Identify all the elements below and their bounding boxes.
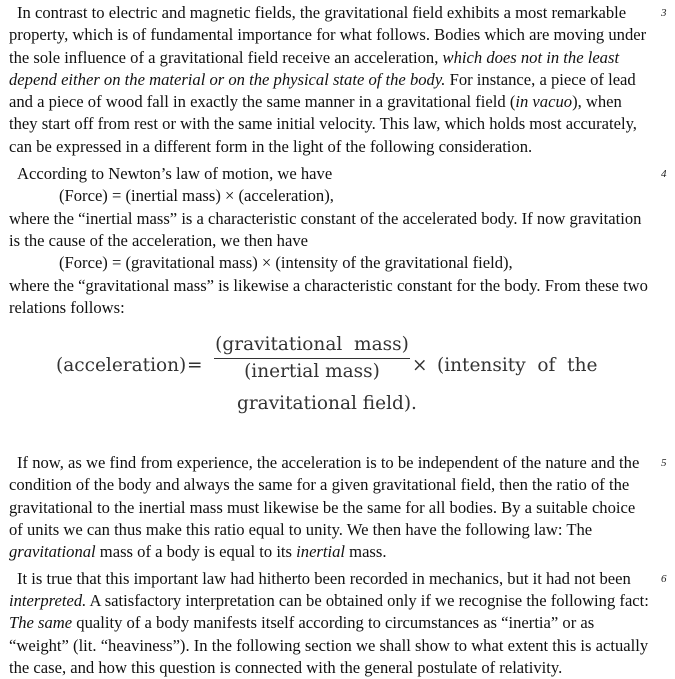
paragraph-number-6: 6 [661, 572, 667, 585]
document-page [9, 2, 667, 679]
formula-denominator: (inertial mass) [244, 361, 380, 383]
paragraph-3-text-middle: For instance, a piece of lead and a piece of wood fall in exactly the same manner in a gravitational field ( [9, 69, 636, 112]
equation-gravitation: (Force) = (gravitational mass) × (intensity of the gravitational field), [59, 253, 513, 273]
formula-times-sign: × [412, 355, 428, 377]
paragraph-6-emphasis-interpreted: interpreted. [9, 590, 87, 610]
paragraph-3-emphasis: which does not in the least depend either on the material or on the physical state of the body. [9, 47, 620, 89]
formula-fraction [214, 333, 410, 385]
paragraph-6-text-end: quality of a body manifests itself according to circumstances as “inertia” or as “weight” (lit. “heaviness”). In the following section we shall show to what extent this is actually the case, and how this question is connected with the general postulate of relativity. [9, 613, 649, 677]
paragraph-number-3: 3 [661, 7, 667, 19]
paragraph-6-text: It is true that this important law had hitherto been recorded in mechanics, but it had not been [17, 568, 631, 588]
paragraph-5-emphasis-gravitational: gravitational [9, 542, 96, 562]
paragraph-4-middle: where the “inertial mass” is a characteristic constant of the accelerated body. If now gravitation is the cause of the acceleration, we then have [9, 208, 642, 250]
paragraph-3-text-end: ), when they start off from rest or with the same initial velocity. This law, which holds most accurately, can be expressed in a different form in the light of the following consideration. [9, 92, 637, 156]
paragraph-number-4: 4 [661, 168, 667, 181]
formula-rhs-line-1: (intensity of the [437, 355, 598, 377]
paragraph-3 [9, 2, 667, 158]
paragraph-3-latin-phrase: in vacuo [515, 92, 573, 112]
paragraph-4-intro-text: According to Newton’s law of motion, we have [17, 164, 333, 184]
paragraph-5-text-end: mass. [345, 542, 387, 562]
paragraph-number-5: 5 [661, 457, 667, 470]
paragraph-5-text: If now, as we find from experience, the acceleration is to be independent of the nature and the condition of the body and always the same for a given gravitational field, then the ratio of the gravitational to the inertial mass must likewise be the same for all bodies. By a suitable choice of units we can thus make this ratio equal to unity. We then have the following law: The [9, 453, 640, 540]
paragraph-5-text-middle: mass of a body is equal to its [95, 542, 297, 562]
formula-rhs-line-2: gravitational field). [237, 393, 417, 415]
paragraph-6 [9, 568, 667, 679]
paragraph-4-intro [9, 163, 667, 185]
paragraph-4-outro: where the “gravitational mass” is likewise a characteristic constant for the body. From these two relations follows: [9, 275, 648, 317]
paragraph-6-text-middle: A satisfactory interpretation can be obtained only if we recognise the following fact: [86, 590, 649, 610]
equation-newton-law: (Force) = (inertial mass) × (acceleration), [59, 186, 334, 206]
formula-acceleration [9, 333, 649, 429]
paragraph-5 [9, 452, 667, 563]
formula-equals-sign: = [187, 355, 203, 377]
paragraph-6-emphasis-the-same: The same [9, 613, 73, 633]
formula-lhs: (acceleration) [56, 355, 187, 377]
paragraph-5-emphasis-inertial: inertial [296, 542, 346, 562]
formula-numerator: (gravitational mass) [214, 333, 410, 359]
paragraph-3-text: In contrast to electric and magnetic fields, the gravitational field exhibits a most remarkable property, which is of fundamental importance for what follows. Bodies which are moving under the sole influence of a gravitational field receive an acceleration, [9, 3, 647, 67]
